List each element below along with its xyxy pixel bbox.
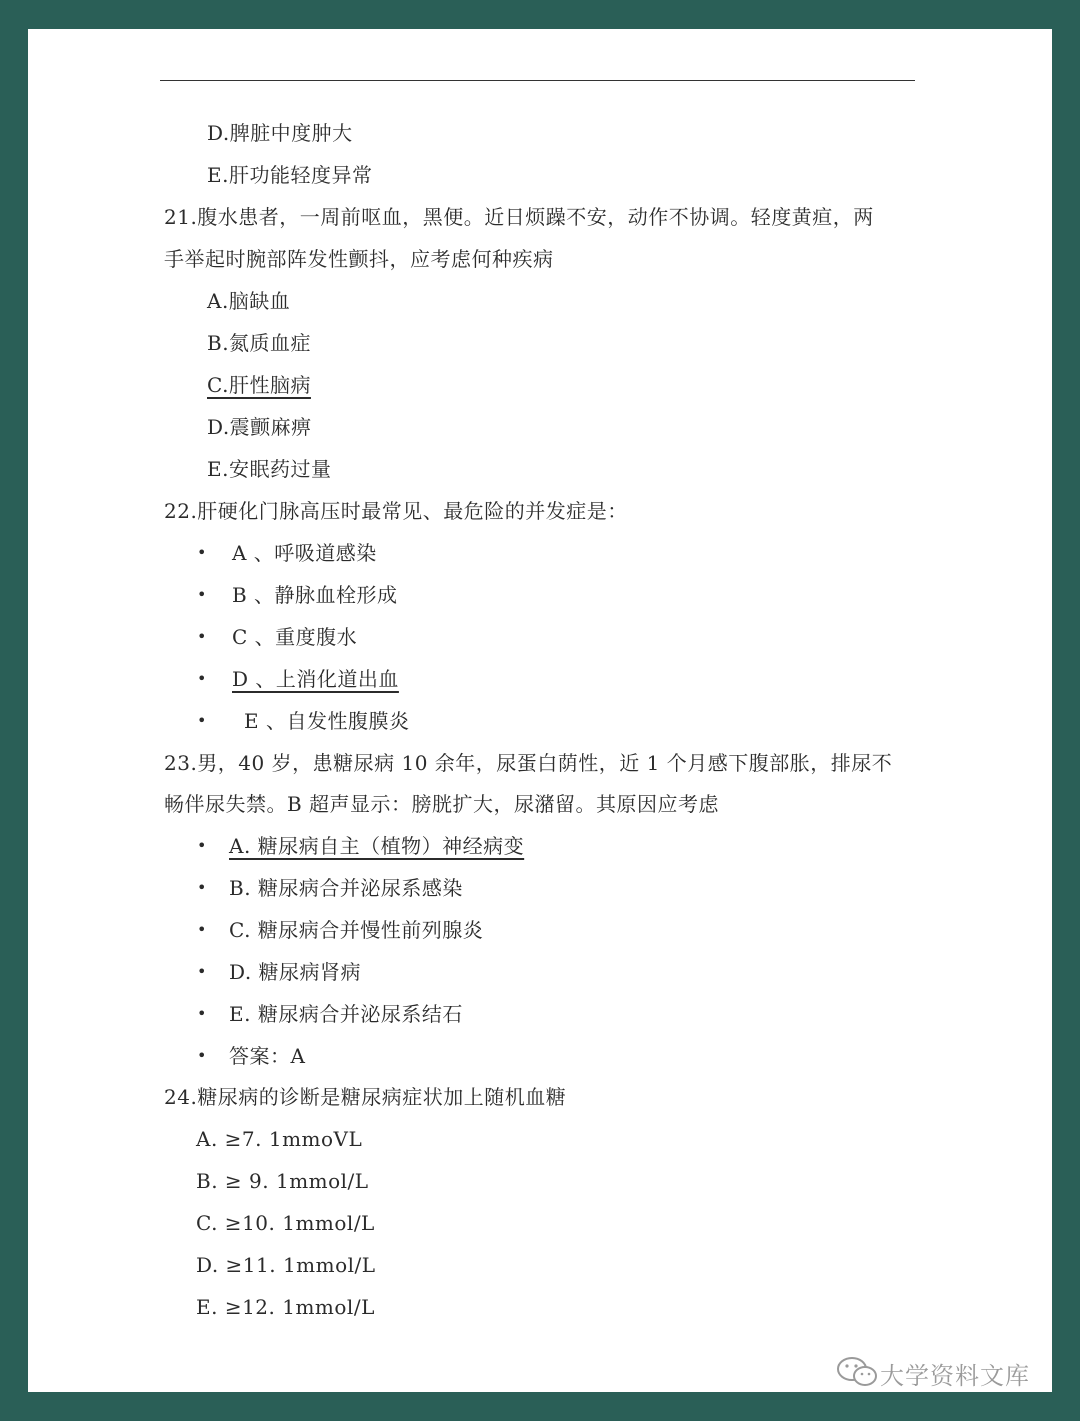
q23-stem-line1: 23.男，40 岁，患糖尿病 10 余年，尿蛋白荫性，近 1 个月感下腹部胀，排尿不 (164, 751, 893, 775)
q21-option-c-correct: C.肝性脑病 (207, 373, 311, 397)
q23-option-a-correct: A. 糖尿病自主（植物）神经病变 (229, 834, 525, 858)
q22-option-c: C 、重度腹水 (232, 625, 358, 649)
q24-option-c: C. ≥10. 1mmol/L (196, 1211, 375, 1235)
bullet: • (197, 878, 207, 897)
bullet: • (197, 836, 207, 855)
bullet: • (197, 1004, 207, 1023)
q24-option-b: B. ≥ 9. 1mmol/L (196, 1169, 369, 1193)
q24-option-d: D. ≥11. 1mmol/L (196, 1253, 376, 1277)
wechat-icon (835, 1356, 881, 1388)
bullet: • (197, 920, 207, 939)
q21-option-b: B.氮质血症 (207, 331, 312, 355)
bullet: • (197, 1046, 207, 1065)
q23-option-d: D. 糖尿病肾病 (229, 960, 362, 984)
q21-option-e: E.安眠药过量 (207, 457, 332, 481)
q24-stem: 24.糖尿病的诊断是糖尿病症状加上随机血糖 (164, 1085, 567, 1109)
q22-option-e: E 、自发性腹膜炎 (244, 709, 410, 733)
q23-option-b: B. 糖尿病合并泌尿系感染 (229, 876, 463, 900)
q20-option-d: D.脾脏中度肿大 (207, 121, 353, 145)
q20-option-e: E.肝功能轻度异常 (207, 163, 373, 187)
q23-option-c: C. 糖尿病合并慢性前列腺炎 (229, 918, 484, 942)
q22-option-b: B 、静脉血栓形成 (232, 583, 398, 607)
q21-option-a: A.脑缺血 (207, 289, 291, 313)
q24-option-e: E. ≥12. 1mmol/L (196, 1295, 375, 1319)
q22-option-d-correct: D 、上消化道出血 (232, 667, 399, 691)
q21-option-d: D.震颤麻痹 (207, 415, 312, 439)
bullet: • (197, 543, 207, 562)
q24-option-a: A. ≥7. 1mmoVL (196, 1127, 363, 1151)
q23-stem-line2: 畅伴尿失禁。B 超声显示：膀胱扩大，尿潴留。其原因应考虑 (164, 792, 720, 816)
bullet: • (197, 711, 207, 730)
q22-option-a: A 、呼吸道感染 (232, 541, 377, 565)
q21-stem-line2: 手举起时腕部阵发性颤抖，应考虑何种疾病 (164, 247, 554, 271)
bullet: • (197, 962, 207, 981)
q23-option-e: E. 糖尿病合并泌尿系结石 (229, 1002, 463, 1026)
watermark-text: 大学资料文库 (880, 1362, 1030, 1390)
q21-stem-line1: 21.腹水患者，一周前呕血，黑便。近日烦躁不安，动作不协调。轻度黄疸，两 (164, 205, 874, 229)
document-page (28, 29, 1052, 1392)
q22-stem: 22.肝硬化门脉高压时最常见、最危险的并发症是： (164, 499, 628, 523)
bullet: • (197, 627, 207, 646)
q23-answer: 答案：A (229, 1044, 306, 1068)
bullet: • (197, 585, 207, 604)
bullet: • (197, 669, 207, 688)
header-rule (160, 80, 915, 81)
